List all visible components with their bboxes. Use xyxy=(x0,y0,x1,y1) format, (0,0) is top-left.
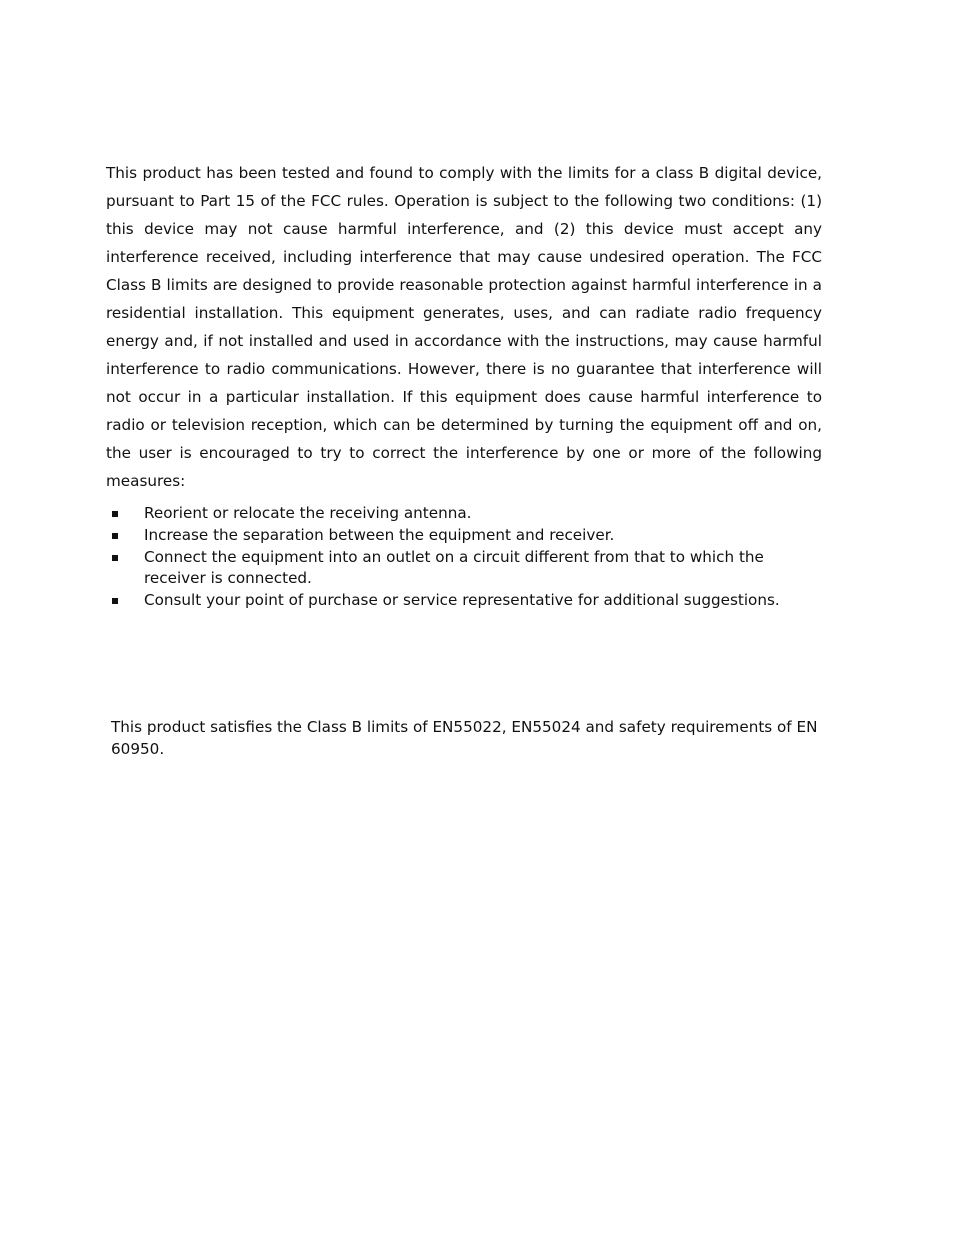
square-bullet-icon xyxy=(112,511,118,517)
ce-compliance-paragraph: This product satisfies the Class B limits of EN55022, EN55024 and safety requirements of EN 60950. xyxy=(111,718,818,758)
list-item xyxy=(106,590,822,612)
list-item xyxy=(106,503,822,525)
measure-text: Reorient or relocate the receiving antenna. xyxy=(144,504,472,522)
measure-text: Connect the equipment into an outlet on a circuit different from that to which the receiver is connected. xyxy=(144,547,764,588)
interference-measures-list xyxy=(106,503,822,612)
square-bullet-icon xyxy=(112,533,118,539)
list-item xyxy=(106,547,822,590)
list-item xyxy=(106,525,822,547)
measure-text: Consult your point of purchase or service representative for additional suggestions. xyxy=(144,591,780,610)
fcc-compliance-paragraph: This product has been tested and found to comply with the limits for a class B digital device, pursuant to Part 15 of the FCC rules. Operation is subject to the following two conditions: (1) this device may not cause harmful interference, and (2) this device must accept any interference received, including interference that may cause undesired operation. The FCC Class B limits are designed to provide reasonable protection against harmful interference in a residential installation. This equipment generates, uses, and can radiate radio frequency energy and, if not installed and used in accordance with the instructions, may cause harmful interference to radio communications. However, there is no guarantee that interference will not occur in a particular installation. If this equipment does cause harmful interference to radio or television reception, which can be determined by turning the equipment off and on, the user is encouraged to try to correct the interference by one or more of the following measures: xyxy=(106,164,822,490)
square-bullet-icon xyxy=(112,598,118,604)
square-bullet-icon xyxy=(112,555,118,561)
measure-text: Increase the separation between the equipment and receiver. xyxy=(144,525,615,544)
